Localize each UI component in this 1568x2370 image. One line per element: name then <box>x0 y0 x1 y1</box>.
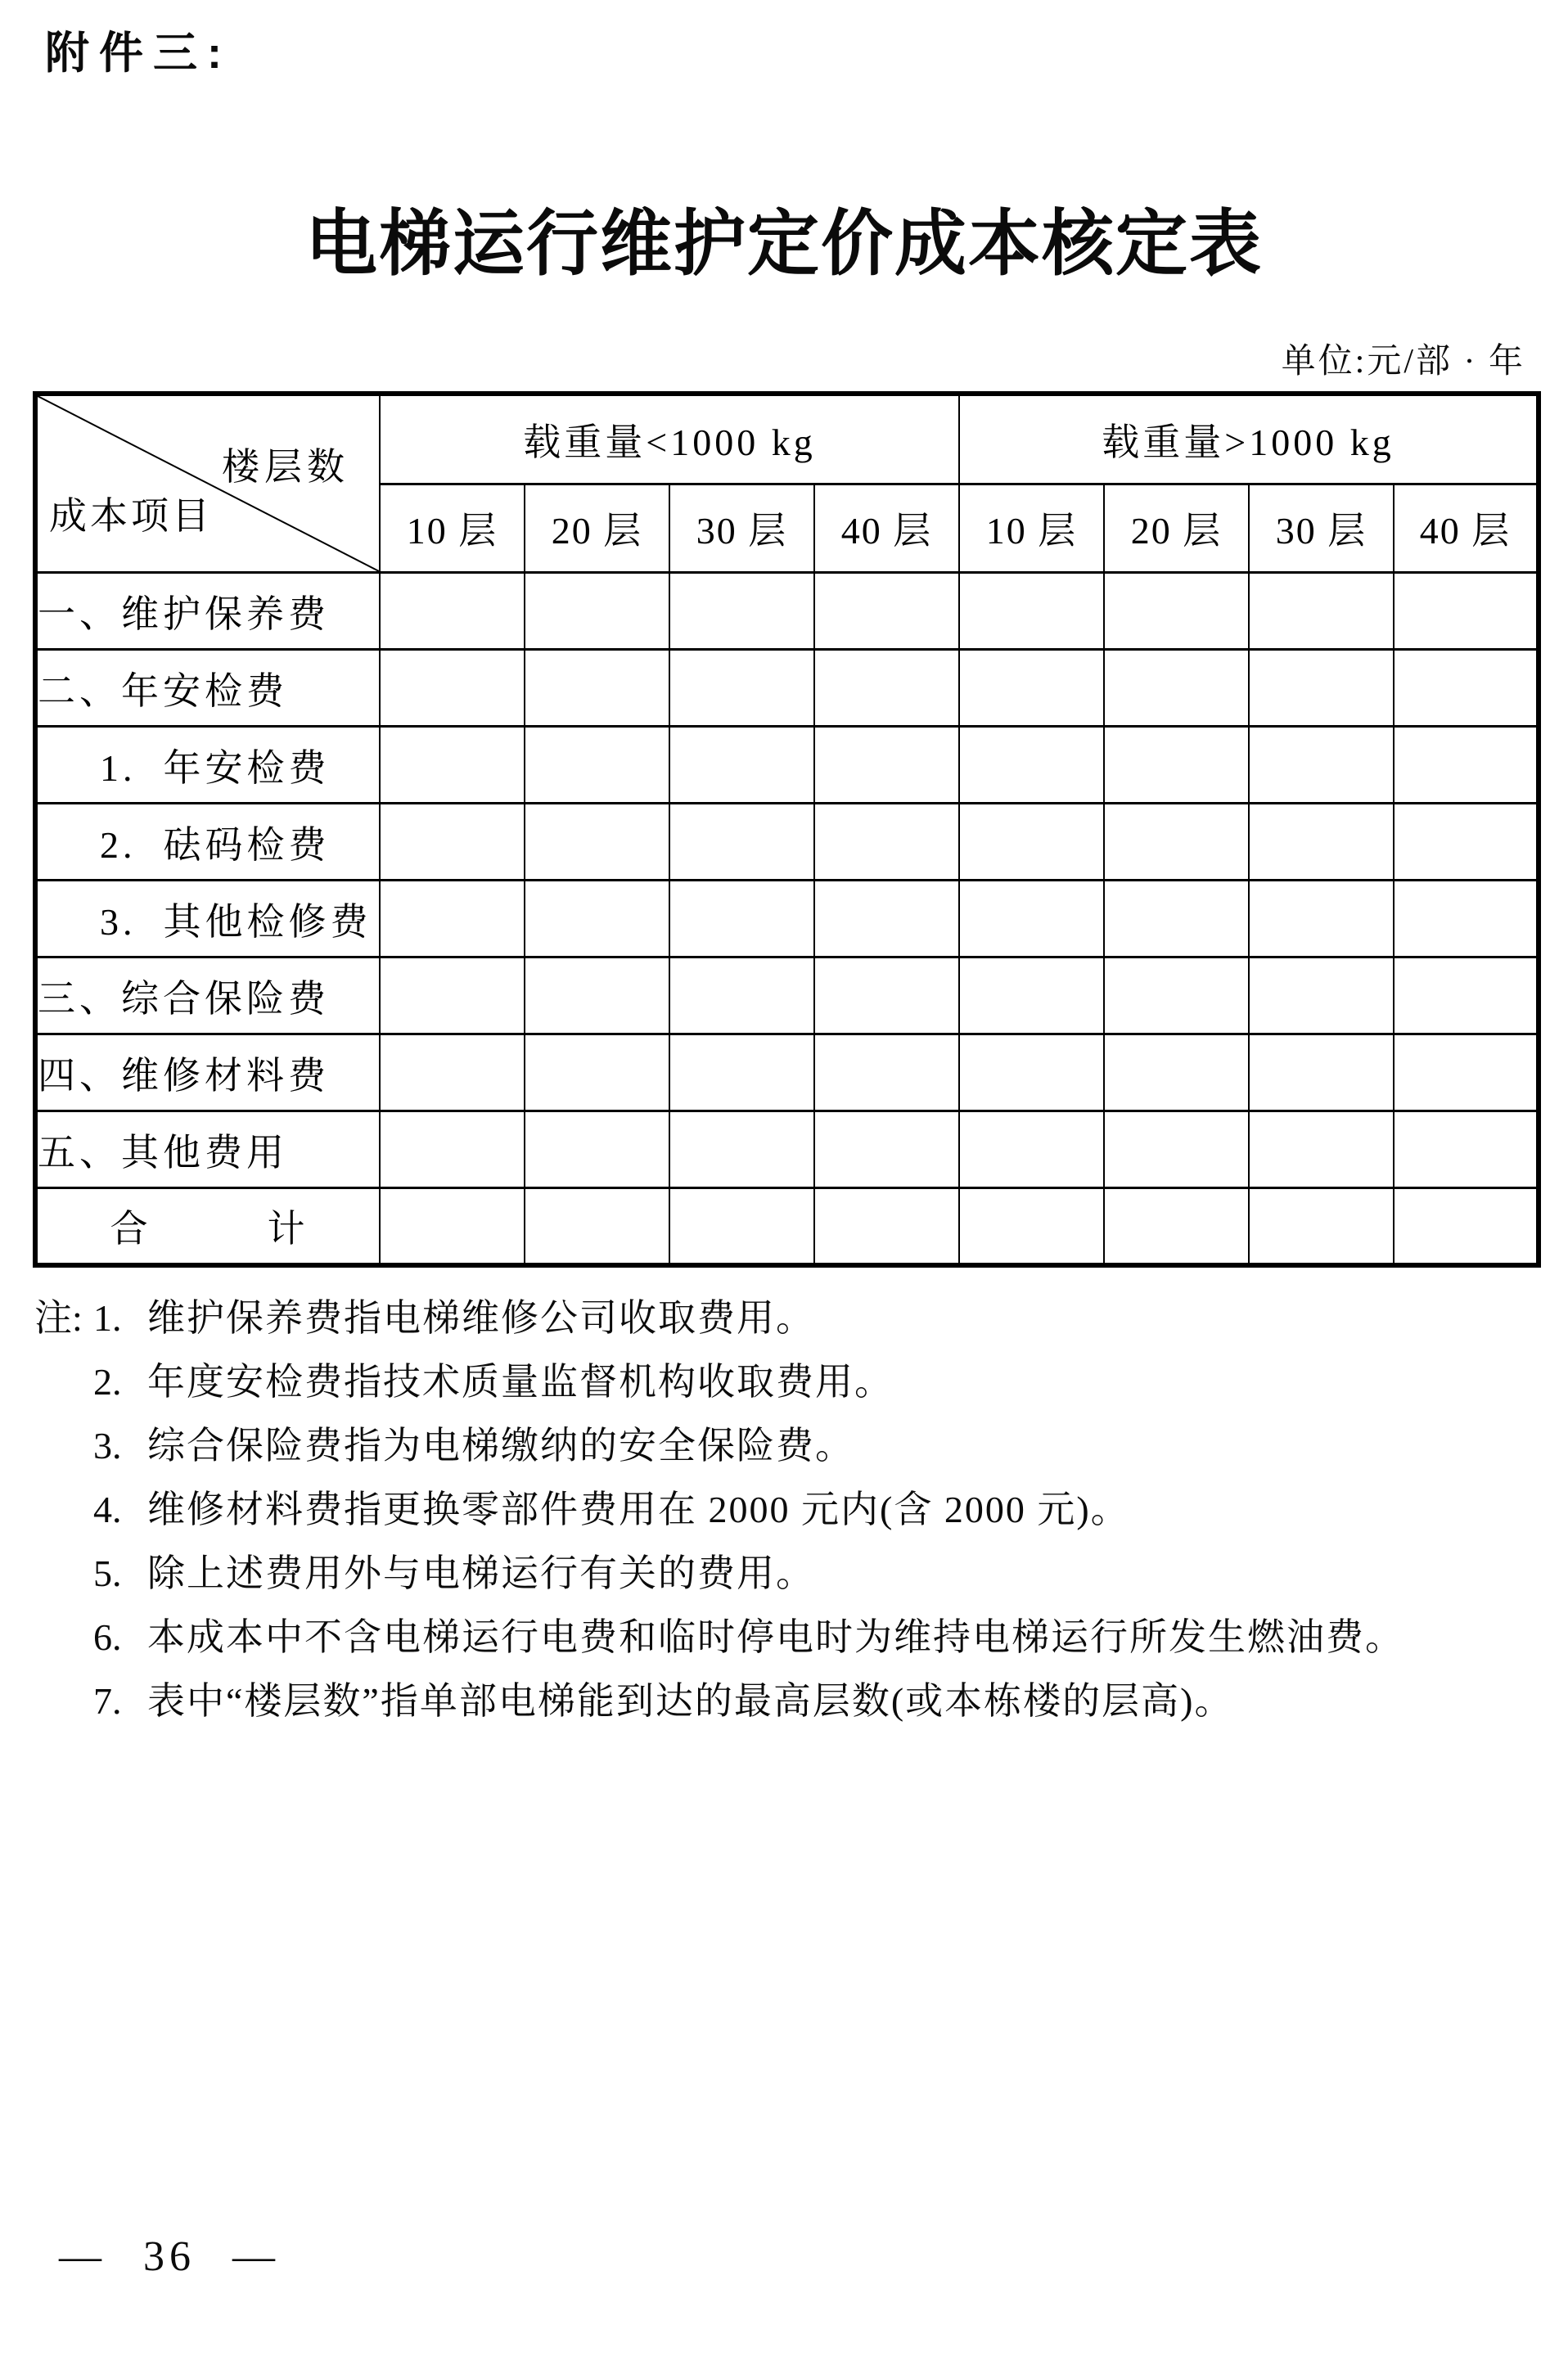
empty-data-cell <box>525 1111 669 1188</box>
table-row-total <box>35 1188 1539 1265</box>
column-header-40f-a: 40 层 <box>814 484 959 572</box>
row-label: 三、综合保险费 <box>35 957 380 1034</box>
empty-data-cell <box>814 1034 959 1111</box>
empty-data-cell <box>1104 573 1249 650</box>
table-row-other-repair-check <box>35 881 1539 957</box>
empty-data-cell <box>959 1188 1104 1265</box>
empty-data-cell <box>1394 1111 1539 1188</box>
empty-data-cell <box>1249 727 1394 804</box>
empty-data-cell <box>959 957 1104 1034</box>
empty-data-cell <box>1394 1188 1539 1265</box>
notes-section <box>34 1286 1557 1733</box>
empty-data-cell <box>525 804 669 881</box>
empty-data-cell <box>959 881 1104 957</box>
row-label: 3. 其他检修费 <box>35 881 380 957</box>
empty-data-cell <box>525 650 669 727</box>
empty-data-cell <box>814 881 959 957</box>
note-number: 1. <box>93 1297 122 1339</box>
empty-data-cell <box>814 804 959 881</box>
empty-data-cell <box>1249 804 1394 881</box>
table-row-annual-inspection-sub <box>35 727 1539 804</box>
empty-data-cell <box>1104 804 1249 881</box>
empty-data-cell <box>380 573 525 650</box>
empty-data-cell <box>1104 881 1249 957</box>
empty-data-cell <box>669 727 814 804</box>
empty-data-cell <box>959 727 1104 804</box>
empty-data-cell <box>380 1111 525 1188</box>
column-header-10f-a: 10 层 <box>380 484 525 572</box>
empty-data-cell <box>380 1188 525 1265</box>
note-number: 6. <box>93 1616 122 1658</box>
empty-data-cell <box>1249 881 1394 957</box>
notes-prefix: 注: <box>34 1297 83 1339</box>
note-number: 7. <box>93 1680 122 1722</box>
empty-data-cell <box>1394 881 1539 957</box>
empty-data-cell <box>1394 804 1539 881</box>
page-number: — 36 — <box>59 2233 280 2280</box>
row-label: 四、维修材料费 <box>35 1034 380 1111</box>
empty-data-cell <box>1104 1034 1249 1111</box>
empty-data-cell <box>525 1188 669 1265</box>
attachment-label: 附件三: <box>45 29 232 78</box>
empty-data-cell <box>814 1111 959 1188</box>
empty-data-cell <box>1249 573 1394 650</box>
note-line-6 <box>34 1606 1557 1669</box>
column-group-over-1000kg: 载重量>1000 kg <box>959 394 1539 484</box>
empty-data-cell <box>669 1188 814 1265</box>
empty-data-cell <box>814 650 959 727</box>
empty-data-cell <box>1249 1034 1394 1111</box>
empty-data-cell <box>1394 650 1539 727</box>
table-row-annual-inspection <box>35 650 1539 727</box>
empty-data-cell <box>1394 1034 1539 1111</box>
empty-data-cell <box>380 957 525 1034</box>
note-text: 维护保养费指电梯维修公司收取费用。 <box>147 1297 815 1339</box>
column-group-under-1000kg: 载重量<1000 kg <box>380 394 959 484</box>
note-text: 本成本中不含电梯运行电费和临时停电时为维持电梯运行所发生燃油费。 <box>147 1616 1404 1658</box>
note-number: 2. <box>93 1361 122 1403</box>
empty-data-cell <box>959 650 1104 727</box>
corner-floors-label: 楼层数 <box>222 446 349 488</box>
row-label: 2. 砝码检费 <box>35 804 380 881</box>
column-header-20f-b: 20 层 <box>1104 484 1249 572</box>
table-row-maintenance-fee <box>35 573 1539 650</box>
empty-data-cell <box>380 881 525 957</box>
table-row-repair-materials <box>35 1034 1539 1111</box>
column-header-20f-a: 20 层 <box>525 484 669 572</box>
row-label: 一、维护保养费 <box>35 573 380 650</box>
empty-data-cell <box>1394 573 1539 650</box>
corner-box <box>38 396 379 571</box>
table-row-weight-check <box>35 804 1539 881</box>
column-header-10f-b: 10 层 <box>959 484 1104 572</box>
empty-data-cell <box>959 1111 1104 1188</box>
empty-data-cell <box>1249 1111 1394 1188</box>
empty-data-cell <box>380 650 525 727</box>
note-text: 表中“楼层数”指单部电梯能到达的最高层数(或本栋楼的层高)。 <box>147 1680 1234 1722</box>
empty-data-cell <box>814 573 959 650</box>
empty-data-cell <box>669 1034 814 1111</box>
empty-data-cell <box>1249 650 1394 727</box>
row-label: 五、其他费用 <box>35 1111 380 1188</box>
note-line-3 <box>34 1414 1557 1478</box>
empty-data-cell <box>380 727 525 804</box>
empty-data-cell <box>380 1034 525 1111</box>
note-line-4 <box>34 1478 1557 1542</box>
column-header-40f-b: 40 层 <box>1394 484 1539 572</box>
empty-data-cell <box>1249 1188 1394 1265</box>
empty-data-cell <box>1104 727 1249 804</box>
note-line-7 <box>34 1669 1557 1733</box>
note-text: 除上述费用外与电梯运行有关的费用。 <box>147 1552 815 1594</box>
table-row-insurance <box>35 957 1539 1034</box>
unit-note: 单位:元/部 · 年 <box>1281 343 1525 381</box>
empty-data-cell <box>669 957 814 1034</box>
note-line-1 <box>34 1286 1557 1350</box>
empty-data-cell <box>1394 957 1539 1034</box>
empty-data-cell <box>1104 957 1249 1034</box>
column-header-30f-b: 30 层 <box>1249 484 1394 572</box>
empty-data-cell <box>525 1034 669 1111</box>
empty-data-cell <box>959 804 1104 881</box>
note-line-2 <box>34 1350 1557 1414</box>
empty-data-cell <box>669 1111 814 1188</box>
empty-data-cell <box>669 881 814 957</box>
empty-data-cell <box>525 573 669 650</box>
corner-header-cell <box>35 394 380 573</box>
empty-data-cell <box>1249 957 1394 1034</box>
note-text: 年度安检费指技术质量监督机构收取费用。 <box>147 1361 894 1403</box>
table-row-other-expenses <box>35 1111 1539 1188</box>
row-label: 1. 年安检费 <box>35 727 380 804</box>
empty-data-cell <box>1104 1111 1249 1188</box>
empty-data-cell <box>669 804 814 881</box>
empty-data-cell <box>380 804 525 881</box>
empty-data-cell <box>1104 650 1249 727</box>
empty-data-cell <box>525 957 669 1034</box>
empty-data-cell <box>814 727 959 804</box>
empty-data-cell <box>814 1188 959 1265</box>
empty-data-cell <box>525 727 669 804</box>
header-row-groups <box>35 394 1539 484</box>
empty-data-cell <box>669 573 814 650</box>
empty-data-cell <box>959 1034 1104 1111</box>
note-number: 5. <box>93 1552 122 1594</box>
note-text: 维修材料费指更换零部件费用在 2000 元内(含 2000 元)。 <box>147 1489 1130 1530</box>
note-line-5 <box>34 1542 1557 1606</box>
corner-cost-label: 成本项目 <box>49 495 213 537</box>
empty-data-cell <box>814 957 959 1034</box>
page-title: 电梯运行维护定价成本核定表 <box>304 205 1263 285</box>
empty-data-cell <box>525 881 669 957</box>
note-number: 4. <box>93 1489 122 1530</box>
row-label-total: 合 计 <box>35 1188 380 1265</box>
note-text: 综合保险费指为电梯缴纳的安全保险费。 <box>147 1425 854 1467</box>
empty-data-cell <box>1394 727 1539 804</box>
note-number: 3. <box>93 1425 122 1467</box>
cost-table <box>33 391 1541 1268</box>
empty-data-cell <box>1104 1188 1249 1265</box>
empty-data-cell <box>959 573 1104 650</box>
row-label: 二、年安检费 <box>35 650 380 727</box>
column-header-30f-a: 30 层 <box>669 484 814 572</box>
empty-data-cell <box>669 650 814 727</box>
